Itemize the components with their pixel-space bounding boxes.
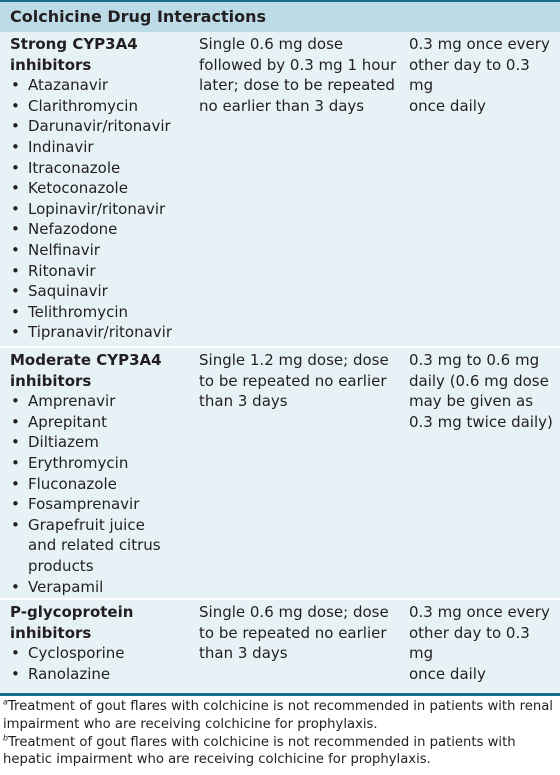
bullet-icon: • bbox=[11, 495, 20, 514]
list-item: • Ketoconazole bbox=[11, 179, 128, 198]
list-item: • Clarithromycin bbox=[11, 96, 138, 115]
list-item: • Diltiazem bbox=[11, 433, 99, 452]
bullet-icon: • bbox=[11, 220, 20, 239]
bullet-icon: • bbox=[11, 199, 20, 218]
list-item: • Grapefruit juice and related citrus products bbox=[11, 515, 161, 575]
bullet-icon: • bbox=[11, 282, 20, 301]
bullet-icon: • bbox=[11, 302, 20, 321]
footnote-b: $^b$Treatment of gout flares with colchicine is not recommended in patients with hepatic impairment who are receiving colchicine for prophylaxis. bbox=[3, 733, 516, 768]
list-item: • Telithromycin bbox=[11, 302, 128, 321]
bullet-icon: • bbox=[11, 261, 20, 280]
bullet-icon: • bbox=[11, 644, 20, 663]
list-item: • Cyclosporine bbox=[11, 644, 125, 663]
drug-class-cell bbox=[10, 34, 190, 343]
footnote-marker: a bbox=[3, 697, 8, 707]
bullet-icon: • bbox=[11, 453, 20, 472]
table-title: Colchicine Drug Interactions bbox=[0, 2, 560, 32]
bullet-icon: • bbox=[11, 179, 20, 198]
flare-treatment-cell: Single 0.6 mg dose followed by 0.3 mg 1 hour later; dose to be repeated no earlier than 3 days bbox=[199, 35, 397, 115]
footnote-marker: b bbox=[3, 733, 9, 743]
bullet-icon: • bbox=[11, 117, 20, 136]
bullet-icon: • bbox=[11, 96, 20, 115]
table-bottom-rule bbox=[0, 693, 560, 696]
drug-list bbox=[10, 391, 190, 597]
list-item: • Aprepitant bbox=[11, 412, 107, 431]
list-item: • Itraconazole bbox=[11, 158, 121, 177]
flare-treatment-cell: Single 1.2 mg dose; dose to be repeated no earlier than 3 days bbox=[199, 351, 389, 411]
footnotes bbox=[0, 698, 560, 769]
list-item: • Verapamil bbox=[11, 577, 104, 596]
table-row-moderate-cyp3a4 bbox=[0, 348, 560, 600]
bullet-icon: • bbox=[11, 158, 20, 177]
drug-class-cell bbox=[10, 602, 190, 684]
drug-class-title: Strong CYP3A4 inhibitors bbox=[10, 35, 138, 74]
list-item: • Indinavir bbox=[11, 137, 94, 156]
drug-list bbox=[10, 643, 190, 684]
list-item: • Nefazodone bbox=[11, 220, 118, 239]
list-item: • Amprenavir bbox=[11, 392, 116, 411]
list-item: • Ritonavir bbox=[11, 261, 96, 280]
list-item: • Atazanavir bbox=[11, 76, 109, 95]
bullet-icon: • bbox=[11, 323, 20, 342]
drug-class-title: P-glycoprotein inhibitors bbox=[10, 603, 134, 642]
list-item: • Saquinavir bbox=[11, 282, 108, 301]
list-item: • Erythromycin bbox=[11, 453, 129, 472]
bullet-icon: • bbox=[11, 76, 20, 95]
list-item: • Nelfinavir bbox=[11, 240, 100, 259]
bullet-icon: • bbox=[11, 577, 20, 596]
drug-class-cell bbox=[10, 350, 190, 597]
list-item: • Fosamprenavir bbox=[11, 495, 140, 514]
bullet-icon: • bbox=[11, 515, 20, 534]
table-row-strong-cyp3a4 bbox=[0, 32, 560, 348]
bullet-icon: • bbox=[11, 240, 20, 259]
list-item: • Fluconazole bbox=[11, 474, 117, 493]
bullet-icon: • bbox=[11, 474, 20, 493]
prophylaxis-cell: 0.3 mg once every other day to 0.3 mg once daily bbox=[409, 35, 550, 115]
prophylaxis-cell: 0.3 mg to 0.6 mg daily (0.6 mg dose may be given as 0.3 mg twice daily) bbox=[409, 351, 553, 431]
bullet-icon: • bbox=[11, 137, 20, 156]
list-item: • Ranolazine bbox=[11, 664, 111, 683]
prophylaxis-cell: 0.3 mg once every other day to 0.3 mg once daily bbox=[409, 603, 550, 683]
list-item: • Lopinavir/ritonavir bbox=[11, 199, 166, 218]
drug-list bbox=[10, 75, 190, 343]
bullet-icon: • bbox=[11, 664, 20, 683]
bullet-icon: • bbox=[11, 412, 20, 431]
list-item: • Darunavir/ritonavir bbox=[11, 117, 171, 136]
footnote-a: $^a$Treatment of gout flares with colchicine is not recommended in patients with renal impairment who are receiving colchicine for prophylaxis. bbox=[3, 697, 553, 732]
list-item: • Tipranavir/ritonavir bbox=[11, 323, 173, 342]
drug-class-title: Moderate CYP3A4 inhibitors bbox=[10, 351, 162, 390]
table-row-p-glycoprotein bbox=[0, 600, 560, 693]
flare-treatment-cell: Single 0.6 mg dose; dose to be repeated no earlier than 3 days bbox=[199, 603, 389, 663]
bullet-icon: • bbox=[11, 433, 20, 452]
bullet-icon: • bbox=[11, 392, 20, 411]
